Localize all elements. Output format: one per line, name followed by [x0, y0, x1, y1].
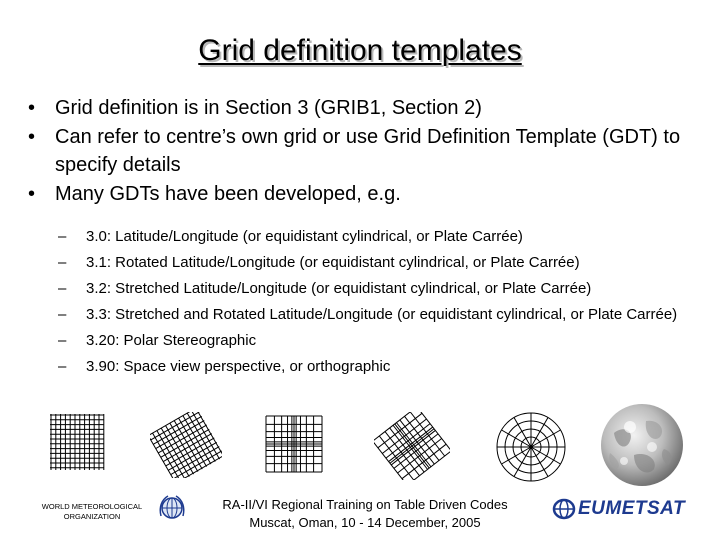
- wmo-label: [34, 502, 150, 522]
- dash-mark: –: [58, 306, 67, 323]
- template-item: [58, 329, 708, 352]
- eumetsat-logo-text: EUMETSAT: [578, 498, 686, 519]
- wmo-line-2: ORGANIZATION: [63, 512, 121, 521]
- template-item: [58, 251, 708, 274]
- rotated-grid-icon: [150, 412, 222, 478]
- footer-line-1: RA-II/VI Regional Training on Table Driven Codes: [222, 497, 508, 512]
- regular-grid-icon: [48, 412, 106, 472]
- wmo-emblem-icon: [156, 492, 188, 524]
- footer-event: [190, 496, 540, 532]
- dash-mark: –: [58, 358, 67, 375]
- wmo-line-1: WORLD METEOROLOGICAL: [41, 502, 143, 511]
- template-item: [58, 303, 708, 326]
- template-text: 3.20: Polar Stereographic: [86, 332, 257, 349]
- template-text: 3.2: Stretched Latitude/Longitude (or equidistant cylindrical, or Plate Carrée): [86, 280, 592, 297]
- bullet-text: Grid definition is in Section 3 (GRIB1, Section 2): [55, 97, 482, 119]
- polar-stereographic-icon: [496, 412, 566, 482]
- bullet-mark: •: [28, 183, 36, 205]
- bullet-item: [28, 123, 708, 179]
- dash-mark: –: [58, 280, 67, 297]
- bullet-item: [28, 94, 708, 122]
- stretched-grid-icon: [262, 412, 326, 476]
- stretched-rotated-grid-icon: [374, 412, 450, 480]
- template-item: [58, 277, 708, 300]
- slide-title: Grid definition templates: [198, 34, 522, 67]
- bullet-item: [28, 180, 708, 208]
- footer-line-2: Muscat, Oman, 10 - 14 December, 2005: [249, 515, 481, 530]
- template-item: [58, 225, 708, 248]
- bullet-text: Can refer to centre’s own grid or use Grid Definition Template (GDT) to specify details: [55, 126, 681, 176]
- template-list: [58, 225, 708, 381]
- template-item: [58, 355, 708, 378]
- template-text: 3.0: Latitude/Longitude (or equidistant cylindrical, or Plate Carrée): [86, 228, 523, 245]
- bullet-list: [28, 94, 708, 209]
- earth-disk-image: [600, 403, 684, 487]
- template-text: 3.3: Stretched and Rotated Latitude/Longitude (or equidistant cylindrical, or Plate Carrée): [86, 306, 678, 323]
- eumetsat-logo-icon: [552, 498, 576, 520]
- bullet-mark: •: [28, 126, 36, 148]
- bullet-mark: •: [28, 97, 36, 119]
- dash-mark: –: [58, 254, 67, 271]
- dash-mark: –: [58, 228, 67, 245]
- dash-mark: –: [58, 332, 67, 349]
- template-text: 3.90: Space view perspective, or orthographic: [86, 358, 391, 375]
- bullet-text: Many GDTs have been developed, e.g.: [55, 183, 401, 205]
- template-text: 3.1: Rotated Latitude/Longitude (or equidistant cylindrical, or Plate Carrée): [86, 254, 580, 271]
